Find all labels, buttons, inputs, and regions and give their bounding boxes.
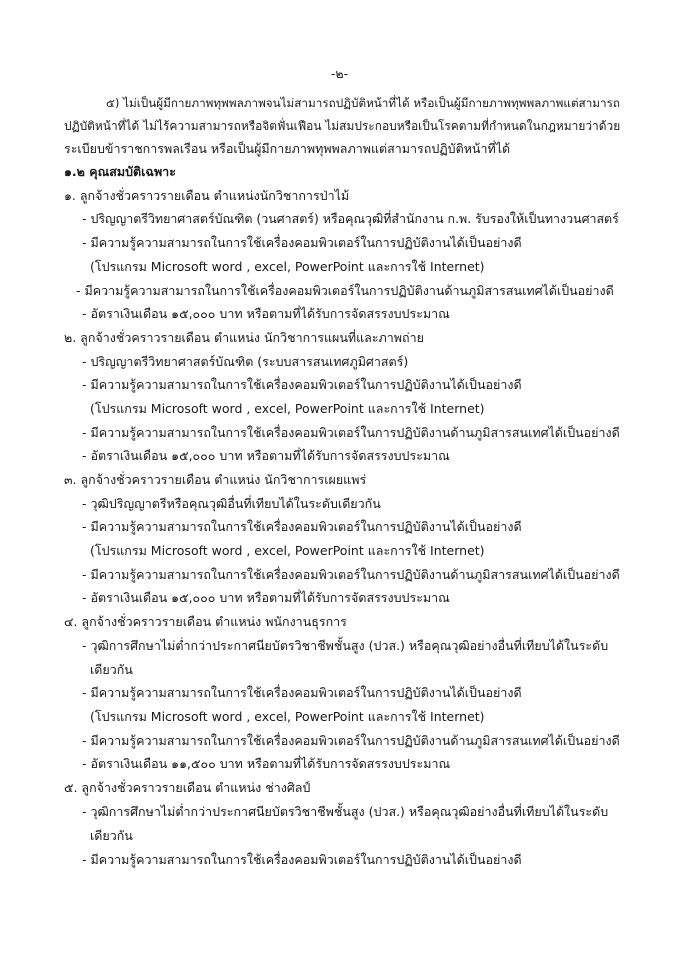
intro-line-3: ระเบียบข้าราชการพลเรือน หรือเป็นผู้มีกายภาพทุพพลภาพแต่สามารถปฏิบัติหน้าที่ได้ [64, 141, 511, 156]
qualification-item: - มีความรู้ความสามารถในการใช้เครื่องคอมพิวเตอร์ในการปฏิบัติงานได้เป็นอย่างดี [82, 377, 522, 392]
section-heading: ๑.๒ คุณสมบัติเฉพาะ [64, 164, 176, 179]
qualification-item: - มีความรู้ความสามารถในการใช้เครื่องคอมพิวเตอร์ในการปฏิบัติงานได้เป็นอย่างดี [82, 852, 522, 867]
qualification-item-continued: เดียวกัน [90, 662, 133, 677]
position-title: ๕. ลูกจ้างชั่วคราวรายเดือน ตำแหน่ง ช่างศิลป์ [64, 780, 311, 795]
qualification-item: - มีความรู้ความสามารถในการใช้เครื่องคอมพิวเตอร์ในการปฏิบัติงานได้เป็นอย่างดี [82, 685, 522, 700]
qualification-item: - วุฒิการศึกษาไม่ต่ำกว่าประกาศนียบัตรวิชาชีพชั้นสูง (ปวส.) หรือคุณวุฒิอย่างอื่นที่เทียบได้ในระดับ [82, 638, 609, 653]
qualification-item: - ปริญญาตรีวิทยาศาสตร์บัณฑิต (ระบบสารสนเทศภูมิศาสตร์) [82, 354, 409, 369]
salary-item: - อัตราเงินเดือน ๑๕,๐๐๐ บาท หรือตามที่ได้รับการจัดสรรงบประมาณ [82, 590, 450, 605]
qualification-item: - มีความรู้ความสามารถในการใช้เครื่องคอมพิวเตอร์ในการปฏิบัติงานด้านภูมิสารสนเทศได้เป็นอย่างดี [82, 567, 620, 582]
intro-line-2: ปฏิบัติหน้าที่ได้ ไม่ไร้ความสามารถหรือจิตฟั่นเฟือน ไม่สมประกอบหรือเป็นโรคตามที่กำหนดในกฎหมายว่าด้วย [64, 119, 621, 133]
salary-item: - อัตราเงินเดือน ๑๑,๕๐๐ บาท หรือตามที่ได้รับการจัดสรรงบประมาณ [82, 756, 451, 771]
salary-item: - อัตราเงินเดือน ๑๕,๐๐๐ บาท หรือตามที่ได้รับการจัดสรรงบประมาณ [82, 306, 450, 321]
qualification-item: (โปรแกรม Microsoft word , excel, PowerPoint และการใช้ Internet) [90, 709, 485, 724]
qualification-item: - วุฒิการศึกษาไม่ต่ำกว่าประกาศนียบัตรวิชาชีพชั้นสูง (ปวส.) หรือคุณวุฒิอย่างอื่นที่เทียบได้ในระดับ [82, 804, 609, 819]
intro-line-1: ๕) ไม่เป็นผู้มีกายภาพทุพพลภาพจนไม่สามารถปฏิบัติหน้าที่ได้ หรือเป็นผู้มีกายภาพทุพพลภาพแต่สามารถ [106, 96, 620, 110]
qualification-item: (โปรแกรม Microsoft word , excel, PowerPoint และการใช้ Internet) [90, 259, 485, 274]
position-title: ๔. ลูกจ้างชั่วคราวรายเดือน ตำแหน่ง พนักงานธุรการ [64, 614, 347, 629]
qualification-item: - มีความรู้ความสามารถในการใช้เครื่องคอมพิวเตอร์ในการปฏิบัติงานด้านภูมิสารสนเทศได้เป็นอย่างดี [76, 283, 614, 298]
salary-item: - อัตราเงินเดือน ๑๕,๐๐๐ บาท หรือตามที่ได้รับการจัดสรรงบประมาณ [82, 448, 450, 463]
qualification-item: (โปรแกรม Microsoft word , excel, PowerPoint และการใช้ Internet) [90, 401, 485, 416]
qualification-item: - มีความรู้ความสามารถในการใช้เครื่องคอมพิวเตอร์ในการปฏิบัติงานด้านภูมิสารสนเทศได้เป็นอย่างดี [82, 733, 620, 748]
position-title: ๓. ลูกจ้างชั่วคราวรายเดือน ตำแหน่ง นักวิชาการเผยแพร่ [64, 472, 367, 487]
qualification-item: (โปรแกรม Microsoft word , excel, PowerPoint และการใช้ Internet) [90, 543, 485, 558]
position-title: ๑. ลูกจ้างชั่วคราวรายเดือน ตำแหน่งนักวิชาการป่าไม้ [64, 188, 350, 203]
page-number: -๒- [330, 66, 349, 81]
qualification-item: - มีความรู้ความสามารถในการใช้เครื่องคอมพิวเตอร์ในการปฏิบัติงานได้เป็นอย่างดี [82, 519, 522, 534]
qualification-item: - มีความรู้ความสามารถในการใช้เครื่องคอมพิวเตอร์ในการปฏิบัติงานด้านภูมิสารสนเทศได้เป็นอย่างดี [82, 425, 620, 440]
qualification-item: - วุฒิปริญญาตรีหรือคุณวุฒิอื่นที่เทียบได้ในระดับเดียวกัน [82, 496, 381, 511]
qualification-item: - ปริญญาตรีวิทยาศาสตร์บัณฑิต (วนศาสตร์) หรือคุณวุฒิที่สำนักงาน ก.พ. รับรองให้เป็นทางวนศาสตร์ [82, 211, 619, 226]
qualification-item-continued: เดียวกัน [90, 828, 133, 843]
position-title: ๒. ลูกจ้างชั่วคราวรายเดือน ตำแหน่ง นักวิชาการแผนที่และภาพถ่าย [64, 330, 424, 345]
qualification-item: - มีความรู้ความสามารถในการใช้เครื่องคอมพิวเตอร์ในการปฏิบัติงานได้เป็นอย่างดี [82, 235, 522, 250]
